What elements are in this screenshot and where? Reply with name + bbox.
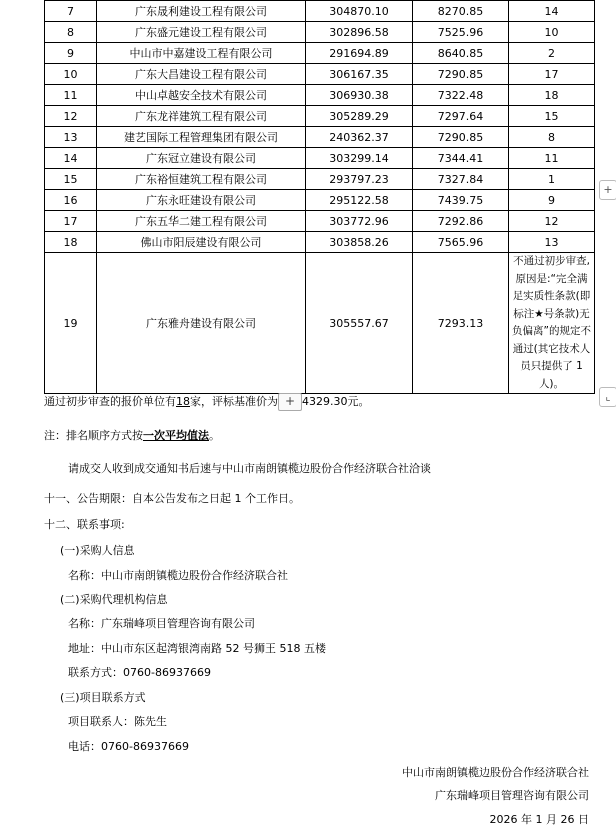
invite-text: 请成交人收到成交通知书后速与中山市南朗镇榄边股份合作经济联合社洽谈 [68,462,431,475]
qualified-count: 18 [176,395,190,408]
agent-name: 名称：广东瑞峰项目管理咨询有限公司 [68,617,255,630]
table-row [45,253,595,394]
cell-price: 306167.35 [306,64,413,85]
cell-no: 13 [45,127,97,148]
benchmark-price: 4329.30 [302,395,348,408]
project-person: 项目联系人：陈先生 [68,715,167,728]
cell-score: 7439.75 [413,190,509,211]
cell-price: 291694.89 [306,43,413,64]
cell-score: 7292.86 [413,211,509,232]
cell-no: 18 [45,232,97,253]
corner-handle-icon[interactable]: ⌞ [599,387,616,407]
project-phone: 电话：0760-86937669 [68,740,189,753]
cell-name: 建艺国际工程管理集团有限公司 [97,127,306,148]
cell-name: 广东冠立建设有限公司 [97,148,306,169]
summary-mid: 家，评标基准价为 [190,395,278,408]
cell-score: 7525.96 [413,22,509,43]
cell-no: 12 [45,106,97,127]
add-row-button[interactable]: + [278,393,302,411]
cell-price: 305557.67 [306,253,413,394]
cell-score: 8640.85 [413,43,509,64]
table-row [45,169,595,190]
table-row [45,1,595,22]
signature-org1: 中山市南朗镇榄边股份合作经济联合社 [402,766,589,779]
cell-score: 7297.64 [413,106,509,127]
agent-heading: (二)采购代理机构信息 [60,593,168,606]
cell-price: 306930.38 [306,85,413,106]
bid-table-body [45,1,595,394]
ranking-method: 一次平均值法 [143,429,209,442]
table-row [45,85,595,106]
cell-rank: 2 [509,43,595,64]
cell-price: 305289.29 [306,106,413,127]
cell-price: 304870.10 [306,1,413,22]
cell-score: 8270.85 [413,1,509,22]
table-row [45,43,595,64]
cell-rank: 8 [509,127,595,148]
ranking-note [44,427,220,443]
table-row [45,64,595,85]
cell-no: 14 [45,148,97,169]
cell-score: 7565.96 [413,232,509,253]
cell-rank: 13 [509,232,595,253]
table-row [45,232,595,253]
table-row [45,22,595,43]
cell-no: 8 [45,22,97,43]
cell-score: 7344.41 [413,148,509,169]
add-icon[interactable]: + [599,180,616,200]
cell-price: 240362.37 [306,127,413,148]
cell-name: 广东永旺建设有限公司 [97,190,306,211]
cell-name: 广东龙祥建筑工程有限公司 [97,106,306,127]
cell-rank: 1 [509,169,595,190]
agent-contact: 联系方式：0760-86937669 [68,666,211,679]
agent-address: 地址：中山市东区起湾银湾南路 52 号狮王 518 五楼 [68,642,326,655]
signature-date: 2026 年 1 月 26 日 [489,813,589,826]
signature-org2: 广东瑞峰项目管理咨询有限公司 [435,789,589,802]
cell-price: 293797.23 [306,169,413,190]
section-11: 十一、公告期限：自本公告发布之日起 1 个工作日。 [44,492,300,505]
project-heading: (三)项目联系方式 [60,691,146,704]
cell-rank: 11 [509,148,595,169]
cell-name: 广东五华二建工程有限公司 [97,211,306,232]
cell-score: 7293.13 [413,253,509,394]
table-row [45,190,595,211]
table-row [45,211,595,232]
bid-results-table [44,0,595,394]
cell-rank: 18 [509,85,595,106]
cell-score: 7290.85 [413,127,509,148]
cell-no: 11 [45,85,97,106]
cell-rank: 10 [509,22,595,43]
cell-no: 16 [45,190,97,211]
cell-rank: 15 [509,106,595,127]
cell-name: 广东盛元建设工程有限公司 [97,22,306,43]
ranking-note-suffix: 。 [209,429,220,442]
cell-no: 9 [45,43,97,64]
cell-price: 295122.58 [306,190,413,211]
ranking-note-prefix: 注：排名顺序方式按 [44,429,143,442]
cell-price: 303772.96 [306,211,413,232]
summary-suffix: 元。 [347,395,370,408]
cell-score: 7327.84 [413,169,509,190]
cell-no: 10 [45,64,97,85]
cell-note: 不通过初步审查,原因是:“完全满足实质性条款(即标注★号条款)无负偏离”的规定不通过(其它技术人员只提供了 1 人)。 [509,253,595,394]
cell-name: 广东裕恒建筑工程有限公司 [97,169,306,190]
table-row [45,106,595,127]
cell-name: 中山卓越安全技术有限公司 [97,85,306,106]
summary-prefix: 通过初步审查的报价单位有 [44,395,176,408]
cell-score: 7322.48 [413,85,509,106]
cell-name: 广东大昌建设工程有限公司 [97,64,306,85]
cell-no: 15 [45,169,97,190]
cell-name: 广东晟利建设工程有限公司 [97,1,306,22]
cell-score: 7290.85 [413,64,509,85]
cell-rank: 12 [509,211,595,232]
cell-price: 303858.26 [306,232,413,253]
buyer-heading: (一)采购人信息 [60,544,135,557]
cell-name: 佛山市阳辰建设有限公司 [97,232,306,253]
cell-price: 303299.14 [306,148,413,169]
cell-name: 广东雅舟建设有限公司 [97,253,306,394]
cell-price: 302896.58 [306,22,413,43]
summary-line [44,393,370,411]
buyer-name: 名称：中山市南朗镇榄边股份合作经济联合社 [68,569,288,582]
cell-name: 中山市中嘉建设工程有限公司 [97,43,306,64]
cell-rank: 9 [509,190,595,211]
section-12: 十二、联系事项: [44,518,125,531]
cell-rank: 17 [509,64,595,85]
cell-no: 19 [45,253,97,394]
cell-no: 7 [45,1,97,22]
cell-no: 17 [45,211,97,232]
table-row [45,148,595,169]
cell-rank: 14 [509,1,595,22]
table-row [45,127,595,148]
